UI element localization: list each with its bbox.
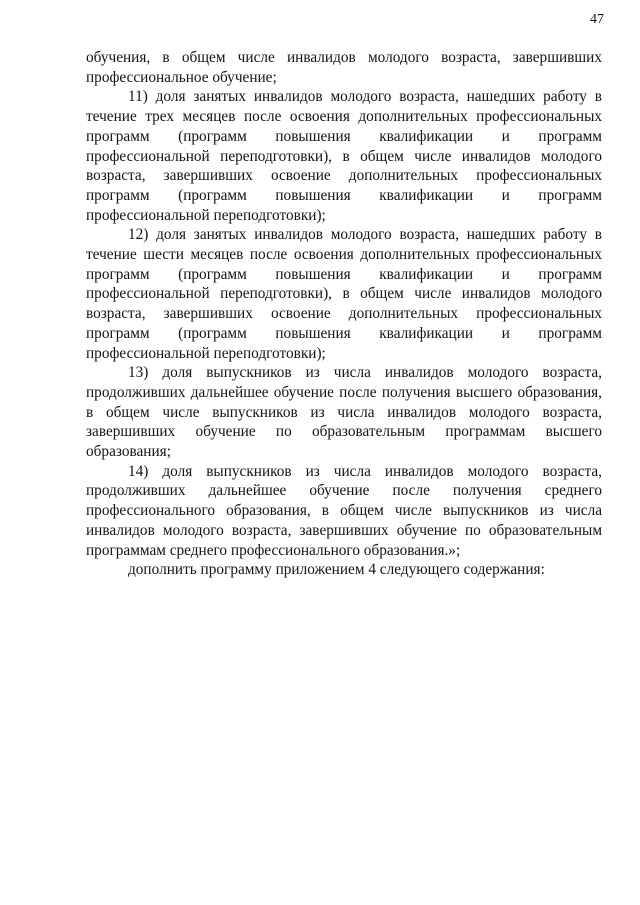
paragraph-item-14: 14) доля выпускников из числа инвалидов молодого возраста, продолживших дальнейшее обучение после получения среднего профессионального образования, в общем числе выпускников из числа инвалидов молодого возраста, завершивших обучение по образовательным программам среднего профессионального образования.»;	[86, 462, 602, 559]
paragraph-appendix-intro: дополнить программу приложением 4 следующего содержания:	[128, 561, 545, 579]
paragraph-continuation: обучения, в общем числе инвалидов молодого возраста, завершивших профессиональное обучение;	[86, 49, 602, 86]
page-number: 47	[590, 12, 604, 27]
paragraph-item-12: 12) доля занятых инвалидов молодого возраста, нашедших работу в течение шести месяцев после освоения дополнительных профессиональных программ (программ повышения квалификации и программ профессиональной переподготовки), в общем числе инвалидов молодого возраста, завершивших освоение дополнительных профессиональных программ (программ повышения квалификации и программ профессиональной переподготовки);	[86, 226, 602, 362]
paragraph-item-13: 13) доля выпускников из числа инвалидов молодого возраста, продолживших дальнейшее обучение после получения высшего образования, в общем числе выпускников из числа инвалидов молодого возраста, завершивших обучение по образовательным программам высшего образования;	[86, 364, 602, 461]
document-body	[86, 48, 602, 580]
paragraph-item-11: 11) доля занятых инвалидов молодого возраста, нашедших работу в течение трех месяцев после освоения дополнительных профессиональных программ (программ повышения квалификации и программ профессиональной переподготовки), в общем числе инвалидов молодого возраста, завершивших освоение дополнительных профессиональных программ (программ повышения квалификации и программ профессиональной переподготовки);	[86, 88, 602, 224]
